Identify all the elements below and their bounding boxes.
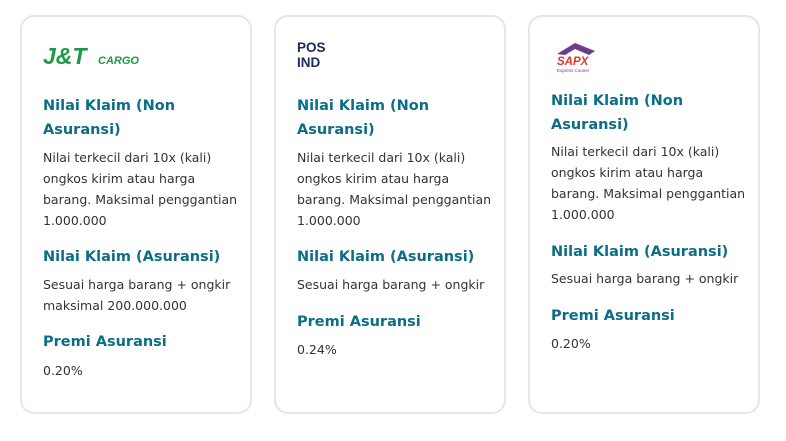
non-insurance-claim-heading: Nilai Klaim (Non Asuransi) (43, 98, 176, 138)
insurance-premium-heading: Premi Asuransi (551, 308, 675, 324)
non-insurance-claim-text: Nilai terkecil dari 10x (kali) ongkos kirim atau harga barang. Maksimal penggantian 1.000.000 (297, 150, 492, 228)
non-insurance-claim-text: Nilai terkecil dari 10x (kali) ongkos kirim atau harga barang. Maksimal penggantian 1.000.000 (551, 144, 746, 222)
insurance-premium-heading: Premi Asuransi (297, 314, 421, 330)
svg-text:J&T: J&T (43, 43, 87, 69)
sapx-roof-mark (557, 43, 595, 55)
pos-indonesia-logo-graphic (297, 39, 341, 71)
sapx-logo-graphic (551, 39, 607, 75)
insurance-claim-heading: Nilai Klaim (Asuransi) (551, 244, 729, 260)
sapx-logo (551, 39, 607, 79)
courier-card-jnt-cargo (20, 15, 252, 414)
jnt-cargo-logo (43, 43, 143, 73)
insurance-premium-value: 0.24% (297, 342, 337, 357)
non-insurance-claim-heading: Nilai Klaim (Non Asuransi) (297, 98, 430, 138)
insurance-premium-value: 0.20% (43, 363, 83, 378)
insurance-claim-heading: Nilai Klaim (Asuransi) (43, 249, 221, 265)
insurance-claim-text: Sesuai harga barang + ongkir (551, 271, 739, 286)
pos-indonesia-logo (297, 39, 341, 75)
courier-card-sapx (528, 15, 760, 414)
svg-text:IND: IND (297, 55, 321, 70)
insurance-claim-heading: Nilai Klaim (Asuransi) (297, 249, 475, 265)
courier-card-pos-indonesia (274, 15, 506, 414)
svg-text:SAPX: SAPX (557, 56, 589, 68)
insurance-claim-text: Sesuai harga barang + ongkir maksimal 200.000.000 (43, 277, 231, 313)
non-insurance-claim-text: Nilai terkecil dari 10x (kali) ongkos kirim atau harga barang. Maksimal penggantian 1.000.000 (43, 150, 238, 228)
svg-text:POS: POS (297, 40, 326, 55)
insurance-claim-text: Sesuai harga barang + ongkir (297, 277, 485, 292)
jnt-cargo-logo-graphic (43, 43, 143, 69)
insurance-premium-value: 0.20% (551, 336, 591, 351)
insurance-premium-heading: Premi Asuransi (43, 334, 167, 350)
svg-text:Express Courier: Express Courier (557, 68, 590, 73)
svg-text:CARGO: CARGO (98, 55, 139, 67)
non-insurance-claim-heading: Nilai Klaim (Non Asuransi) (551, 93, 684, 133)
